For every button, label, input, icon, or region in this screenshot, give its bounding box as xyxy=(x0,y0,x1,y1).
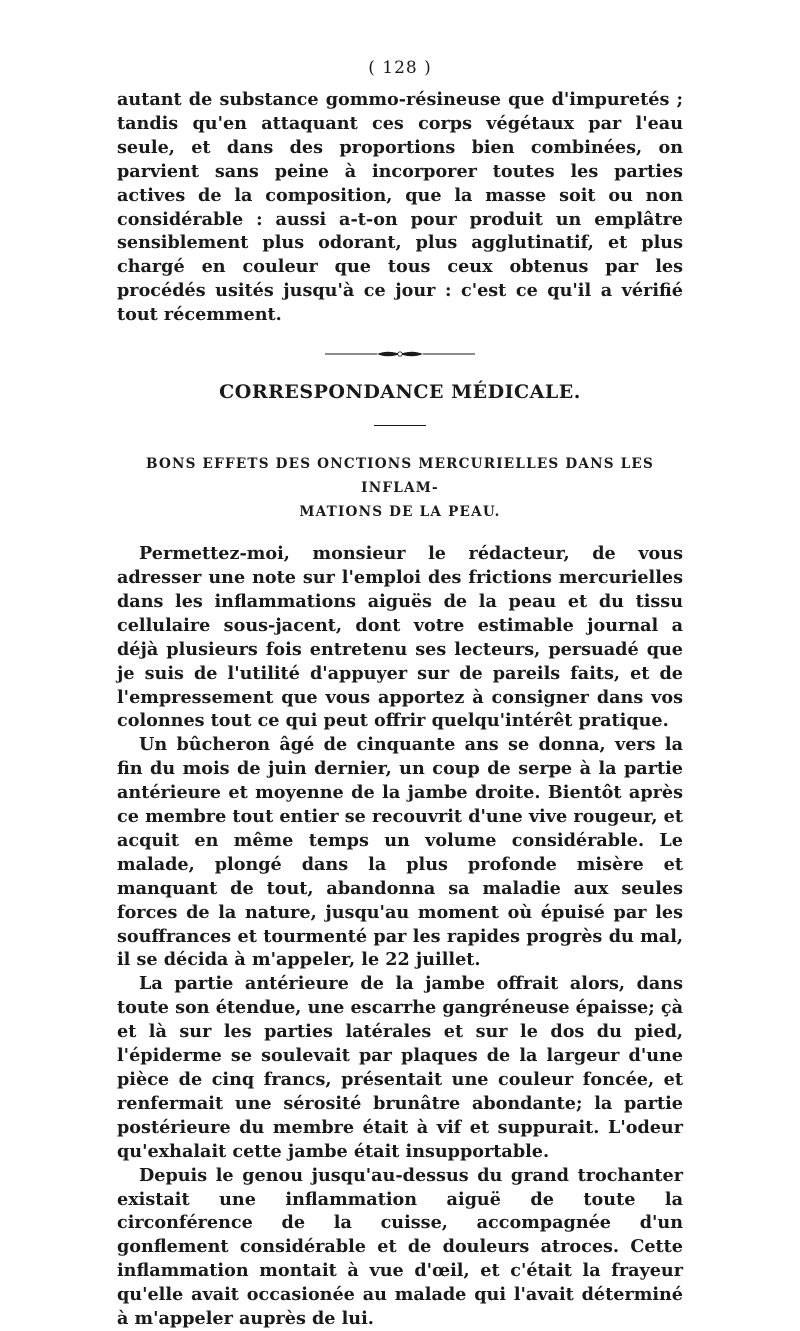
body-paragraph-2: Un bûcheron âgé de cinquante ans se donna, vers la fin du mois de juin dernier, un coup de serpe à la partie antérieure et moyenne de la jambe droite. Bientôt après ce membre tout entier se recouvrit d'une vive rougeur, et acquit en même temps un volume considérable. Le malade, plongé dans la plus profonde misère et manquant de tout, abandonna sa maladie aux seules forces de la nature, jusqu'au moment où épuisé par les souffrances et tourmenté par les rapides progrès du mal, il se décida à m'appeler, le 22 juillet. xyxy=(117,734,683,971)
page-number: ( 128 ) xyxy=(368,58,432,78)
article-title-line-2: MATIONS DE LA PEAU. xyxy=(299,504,501,521)
section-heading: CORRESPONDANCE MÉDICALE. xyxy=(219,381,581,404)
body-paragraph-4: Depuis le genou jusqu'au-dessus du grand trochanter existait une inflammation aiguë de toute la circonférence de la cuisse, accompagnée d'un gonflement considérable et de douleurs atroces. Cette inflammation montait à vue d'œil, et c'était la frayeur qu'elle avait occasionée au malade qui l'avait déterminé à m'appeler auprès de lui. xyxy=(117,1164,683,1330)
article-title-line-1: BONS EFFETS DES ONCTIONS MERCURIELLES DANS LES INFLAM- xyxy=(146,456,654,497)
heading-rule xyxy=(374,425,426,426)
ornament-divider-icon xyxy=(325,349,475,359)
article-title xyxy=(117,452,683,524)
body-paragraph-1: Permettez-moi, monsieur le rédacteur, de vous adresser une note sur l'emploi des frictions mercurielles dans les inflammations aiguës de la peau et du tissu cellulaire sous-jacent, dont votre estimable journal a déjà plusieurs fois entretenu ses lecteurs, persuadé que je suis de l'utilité d'appuyer sur de pareils faits, et de l'empressement que vous apportez à consigner dans vos colonnes tout ce qui peut offrir quelqu'intérêt pratique. xyxy=(117,543,683,732)
body-paragraph-3: La partie antérieure de la jambe offrait alors, dans toute son étendue, une escarrhe gangréneuse épaisse; çà et là sur les parties latérales et sur le dos du pied, l'épiderme se soulevait par plaques de la largeur d'une pièce de cinq francs, présentait une couleur foncée, et renfermait une sérosité brunâtre abondante; la partie postérieure du membre était à vif et suppurait. L'odeur qu'exhalait cette jambe était insupportable. xyxy=(117,973,683,1162)
book-page xyxy=(117,58,683,1331)
continuation-paragraph: autant de substance gommo-résineuse que d'impuretés ; tandis qu'en attaquant ces corps végétaux par l'eau seule, et dans des proportions bien combinées, on parvient sans peine à incorporer toutes les parties actives de la composition, que la masse soit ou non considérable : aussi a-t-on pour produit un emplâtre sensiblement plus odorant, plus agglutinatif, et plus chargé en couleur que tous ceux obtenus par les procédés usités jusqu'à ce jour : c'est ce qu'il a vérifié tout récemment. xyxy=(117,89,683,326)
